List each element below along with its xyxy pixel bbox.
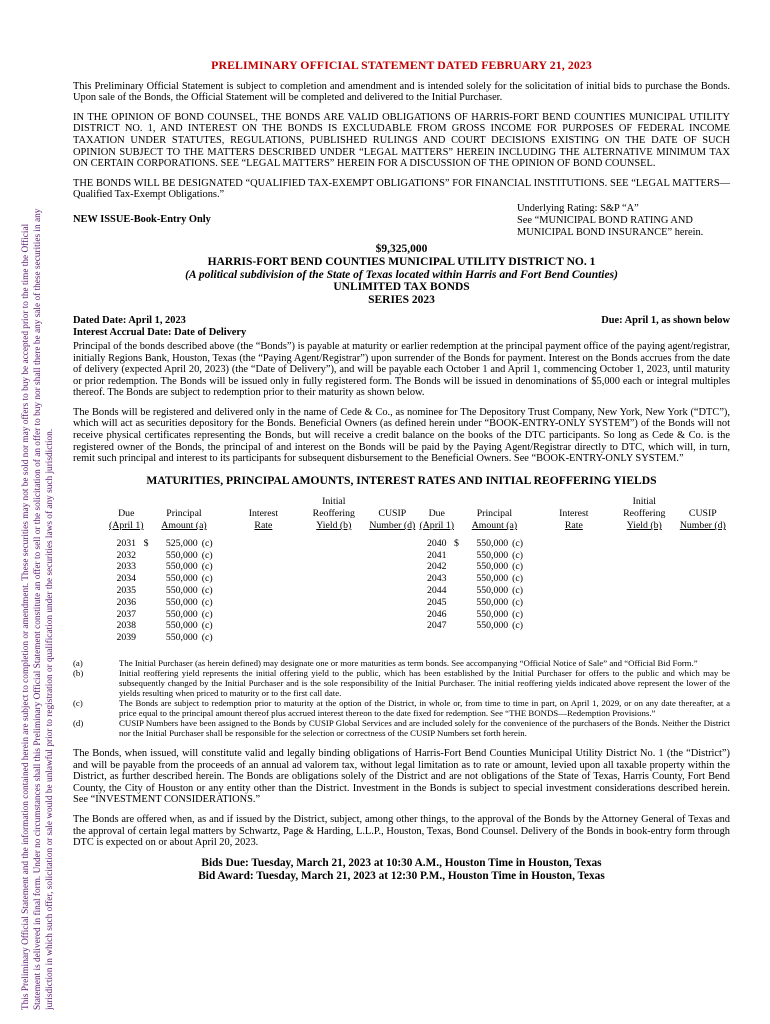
redemption-note: (c) xyxy=(201,620,213,632)
header-number-right: Number (d) xyxy=(679,520,726,532)
dollar-sign xyxy=(454,620,462,632)
maturities-table xyxy=(109,496,730,644)
header-initial-left: Initial xyxy=(322,496,346,508)
maturity-year: 2044 xyxy=(426,585,447,597)
maturity-year: 2032 xyxy=(116,549,137,561)
maturity-year: 2043 xyxy=(426,573,447,585)
header-reoffering: Reoffering xyxy=(312,508,355,520)
preliminary-title: PRELIMINARY OFFICIAL STATEMENT DATED FEBRUARY 21, 2023 xyxy=(211,58,592,72)
maturity-year: 2047 xyxy=(426,620,447,632)
header-cusip-right: CUSIP xyxy=(688,508,717,520)
header-principal-right: Principal xyxy=(476,508,513,520)
principal-amount: 550,000 xyxy=(476,608,509,620)
principal-amount: 550,000 xyxy=(165,561,198,573)
redemption-note: (c) xyxy=(512,549,524,561)
due-date: Due: April 1, as shown below xyxy=(601,314,730,326)
maturity-year: 2039 xyxy=(116,632,137,644)
sidebar-line-2: Statement is delivered in final form. Under no circumstances shall this Preliminary Official Statement constitute an offer to sell or the solicitation of an offer to buy nor shall there be any sale of these securities in any xyxy=(33,208,43,1010)
redemption-note: (c) xyxy=(512,573,524,585)
dollar-sign xyxy=(144,573,152,585)
header-interest-right: Interest xyxy=(559,508,589,520)
maturity-year: 2031 xyxy=(116,537,137,549)
principal-amount: 550,000 xyxy=(165,585,198,597)
header-yield: Yield (b) xyxy=(316,520,352,532)
principal-amount: 550,000 xyxy=(165,608,198,620)
offering-amount: $9,325,000 xyxy=(375,242,428,255)
table-row xyxy=(109,550,730,562)
dollar-sign xyxy=(454,550,462,562)
sidebar-line-1: This Preliminary Official Statement and the information contained herein are subject to completion or amendment. These securities may not be sold nor may offers to buy be accepted prior to the time the Official xyxy=(21,223,31,1010)
intro-paragraph: This Preliminary Official Statement is subject to completion and amendment and is intended solely for the solicitation of initial bids to purchase the Bonds. Upon sale of the Bonds, the Official Statement will be completed and delivered to the Initial Purchaser. xyxy=(73,80,730,104)
new-issue-label: NEW ISSUE-Book-Entry Only xyxy=(73,213,211,225)
maturity-year: 2035 xyxy=(116,585,137,597)
table-row xyxy=(109,609,730,621)
header-number: Number (d) xyxy=(369,520,416,532)
header-interest: Interest xyxy=(248,508,279,520)
header-due: Due xyxy=(118,508,135,520)
maturity-year: 2041 xyxy=(426,549,447,561)
footnote: (a) The Initial Purchaser (as herein defined) may designate one or more maturities as term bonds. See accompanying “Official Notice of Sale” and “Official Bid Form.” xyxy=(73,658,698,669)
dollar-sign: $ xyxy=(454,537,459,549)
redemption-note: (c) xyxy=(512,608,524,620)
header-cusip: CUSIP xyxy=(378,508,407,520)
dollar-sign xyxy=(144,561,152,573)
obligation-paragraph: The Bonds, when issued, will constitute valid and legally binding obligations of Harris-Fort Bend Counties Municipal Utility District No. 1 (the “District”) and will be payable from the proceeds of an annual ad valorem tax, without legal limitation as to rate or amount, levied upon all taxable property within the District, as further described herein. The Bonds are obligations solely of the District and are not obligations of the State of Texas, Harris County, Fort Bend County, the City of Houston or any entity other than the District. Investment in the Bonds is subject to special investment considerations described herein. See “INVESTMENT CONSIDERATIONS.” xyxy=(73,748,730,806)
principal-amount: 550,000 xyxy=(476,537,509,549)
redemption-note: (c) xyxy=(201,561,213,573)
principal-amount: 550,000 xyxy=(476,596,509,608)
principal-amount: 525,000 xyxy=(165,537,198,549)
rating-line-3: MUNICIPAL BOND INSURANCE” herein. xyxy=(517,226,704,238)
dollar-sign xyxy=(144,597,152,609)
principal-amount: 550,000 xyxy=(165,632,198,644)
principal-amount: 550,000 xyxy=(476,573,509,585)
redemption-note: (c) xyxy=(201,549,213,561)
main-content xyxy=(73,60,730,883)
sidebar-disclaimer xyxy=(20,60,60,1010)
dollar-sign xyxy=(144,632,152,644)
dates-row xyxy=(73,315,730,341)
rating-line-2: See “MUNICIPAL BOND RATING AND xyxy=(517,214,693,226)
issue-rating-block xyxy=(73,203,730,243)
dollar-sign xyxy=(144,550,152,562)
sidebar-disclaimer-text xyxy=(20,60,60,1010)
rating-line-1: Underlying Rating: S&P “A” xyxy=(517,202,639,214)
maturity-year: 2034 xyxy=(116,573,137,585)
table-header-row-1 xyxy=(109,508,730,520)
header-rate-right: Rate xyxy=(564,520,583,532)
table-row xyxy=(109,632,730,644)
maturity-year: 2037 xyxy=(116,608,137,620)
footnote: (b) Initial reoffering yield represents the initial offering yield to the public, which has been established by the Initial Purchaser for offers to the public and which may be subsequently changed by the Initial Purchaser and is the sole responsibility of the Initial Purchaser. The initial reoffering yields indicated above represent the lower of the yields resulting when priced to maturity or to the first call date. xyxy=(73,668,730,699)
maturities-title: MATURITIES, PRINCIPAL AMOUNTS, INTEREST RATES AND INITIAL REOFFERING YIELDS xyxy=(146,473,657,487)
table-header-row-0 xyxy=(109,496,730,508)
redemption-note: (c) xyxy=(201,585,213,597)
bond-counsel-opinion: IN THE OPINION OF BOND COUNSEL, THE BONDS ARE VALID OBLIGATIONS OF HARRIS-FORT BEND COUNTIES MUNICIPAL UTILITY DISTRICT NO. 1, AND INTEREST ON THE BONDS IS EXCLUDABLE FROM GROSS INCOME FOR PURPOSES OF FEDERAL INCOME TAXATION UNDER STATUTES, REGULATIONS, PUBLISHED RULINGS AND COURT DECISIONS EXISTING ON THE DATE OF SUCH OPINION SUBJECT TO THE MATTERS DESCRIBED UNDER “LEGAL MATTERS” HEREIN INCLUDING THE ALTERNATIVE MINIMUM TAX ON CERTAIN CORPORATIONS. SEE “LEGAL MATTERS” HEREIN FOR A DISCUSSION OF THE OPINION OF BOND COUNSEL. xyxy=(73,111,730,170)
principal-amount: 550,000 xyxy=(165,620,198,632)
issuer-name: HARRIS-FORT BEND COUNTIES MUNICIPAL UTILITY DISTRICT NO. 1 xyxy=(207,255,596,268)
header-amount: Amount (a) xyxy=(161,520,207,532)
header-rate: Rate xyxy=(254,520,273,532)
bond-series: SERIES 2023 xyxy=(368,294,435,307)
redemption-note: (c) xyxy=(512,585,524,597)
footnote: (d) CUSIP Numbers have been assigned to the Bonds by CUSIP Global Services and are included solely for the convenience of the purchasers of the Bonds. Neither the District nor the Initial Purchaser shall be responsible for the selection or correctness of the CUSIP Numbers set forth herein. xyxy=(73,718,730,739)
dollar-sign xyxy=(454,609,462,621)
maturity-year: 2045 xyxy=(426,596,447,608)
maturity-year: 2040 xyxy=(426,537,447,549)
qualified-designation: THE BONDS WILL BE DESIGNATED “QUALIFIED TAX-EXEMPT OBLIGATIONS” FOR FINANCIAL INSTITUTIONS. SEE “LEGAL MATTERS—Qualified Tax-Exempt Obligations.” xyxy=(73,177,730,201)
table-row xyxy=(109,573,730,585)
table-row xyxy=(109,561,730,573)
dollar-sign xyxy=(144,609,152,621)
redemption-note: (c) xyxy=(512,596,524,608)
principal-amount: 550,000 xyxy=(165,596,198,608)
interest-accrual-date: Interest Accrual Date: Date of Delivery xyxy=(73,326,247,338)
header-due-right: Due xyxy=(428,508,445,520)
redemption-note: (c) xyxy=(512,537,524,549)
header-april-right: (April 1) xyxy=(419,520,455,532)
redemption-note: (c) xyxy=(201,537,213,549)
redemption-note: (c) xyxy=(512,620,524,632)
redemption-note: (c) xyxy=(201,632,213,644)
redemption-note: (c) xyxy=(201,573,213,585)
bond-type: UNLIMITED TAX BONDS xyxy=(333,281,470,294)
dollar-sign: $ xyxy=(143,537,149,549)
header-amount-right: Amount (a) xyxy=(471,520,518,532)
offering-heading xyxy=(73,243,730,307)
registration-paragraph: The Bonds will be registered and delivered only in the name of Cede & Co., as nominee for The Depository Trust Company, New York, New York (“DTC”), which will act as securities depository for the Bonds. Beneficial Owners (as defined herein under “BOOK-ENTRY-ONLY SYSTEM”) of the Bonds will not receive physical certificates representing the Bonds, but will receive a credit balance on the books of the DTC participants. So long as Cede & Co. is the registered owner of the Bonds, the principal of and interest on the Bonds will be paid by the Paying Agent/Registrar directly to DTC, which will, in turn, remit such principal and interest to its participants for subsequent disbursement to the Beneficial Owners. See “BOOK-ENTRY-ONLY SYSTEM.” xyxy=(73,406,730,465)
principal-amount: 550,000 xyxy=(476,561,509,573)
sidebar-line-3: jurisdiction in which such offer, solicitation or sale would be unlawful prior to registration or qualification under the securities laws of any such jurisdiction. xyxy=(45,428,55,1010)
dollar-sign xyxy=(144,620,152,632)
bids-due: Bids Due: Tuesday, March 21, 2023 at 10:30 A.M., Houston Time in Houston, Texas xyxy=(201,856,602,869)
bid-info xyxy=(73,857,730,883)
dollar-sign xyxy=(454,561,462,573)
principal-amount: 550,000 xyxy=(476,549,509,561)
dollar-sign xyxy=(454,585,462,597)
table-row xyxy=(109,538,730,550)
maturity-year: 2046 xyxy=(426,608,447,620)
header-initial-right: Initial xyxy=(632,496,656,508)
offered-paragraph: The Bonds are offered when, as and if issued by the District, subject, among other things, to the approval of the Bonds by the Attorney General of Texas and the approval of certain legal matters by Schwartz, Page & Harding, L.L.P., Houston, Texas, Bond Counsel. Delivery of the Bonds in book-entry form through DTC is expected on or about April 20, 2023. xyxy=(73,813,730,849)
table-header-row-2 xyxy=(109,520,730,532)
footnotes xyxy=(73,658,730,738)
dollar-sign xyxy=(454,597,462,609)
redemption-note: (c) xyxy=(201,596,213,608)
principal-amount: 550,000 xyxy=(476,620,509,632)
table-row xyxy=(109,585,730,597)
principal-paragraph: Principal of the bonds described above (the “Bonds”) is payable at maturity or earlier redemption at the principal payment office of the paying agent/registrar, initially Regions Bank, Houston, Texas (the “Paying Agent/Registrar”) upon surrender of the Bonds for payment. Interest on the Bonds accrues from the date of delivery (expected April 20, 2023) (the “Date of Delivery”), and will be payable each October 1 and April 1, commencing October 1, 2023, until maturity or prior redemption. The Bonds will be issued only in fully registered form. The Bonds will be issued in denominations of $5,000 each or integral multiples thereof. The Bonds are subject to redemption prior to their maturity as shown below. xyxy=(73,340,730,399)
rating-info xyxy=(517,203,737,238)
header-april: (April 1) xyxy=(109,520,144,532)
maturity-year: 2033 xyxy=(116,561,137,573)
bid-award: Bid Award: Tuesday, March 21, 2023 at 12:30 P.M., Houston Time in Houston, Texas xyxy=(198,869,605,882)
principal-amount: 550,000 xyxy=(165,549,198,561)
table-row xyxy=(109,620,730,632)
header-reoffering-right: Reoffering xyxy=(623,508,666,520)
table-row xyxy=(109,597,730,609)
header-principal: Principal xyxy=(166,508,202,520)
redemption-note: (c) xyxy=(201,608,213,620)
dollar-sign xyxy=(144,585,152,597)
dated-date: Dated Date: April 1, 2023 xyxy=(73,314,186,326)
header-yield-right: Yield (b) xyxy=(626,520,662,532)
maturity-year: 2042 xyxy=(426,561,447,573)
dollar-sign xyxy=(454,573,462,585)
maturity-year: 2038 xyxy=(116,620,137,632)
maturity-year: 2036 xyxy=(116,596,137,608)
subdivision-note: (A political subdivision of the State of Texas located within Harris and Fort Bend Counties) xyxy=(185,268,618,281)
redemption-note: (c) xyxy=(512,561,524,573)
footnote: (c) The Bonds are subject to redemption prior to maturity at the option of the District, in whole or, from time to time in part, on April 1, 2029, or on any date thereafter, at a price equal to the principal amount thereof plus accrued interest thereon to the date fixed for redemption. See “THE BONDS—Redemption Provisions.” xyxy=(73,698,730,719)
principal-amount: 550,000 xyxy=(165,573,198,585)
principal-amount: 550,000 xyxy=(476,585,509,597)
